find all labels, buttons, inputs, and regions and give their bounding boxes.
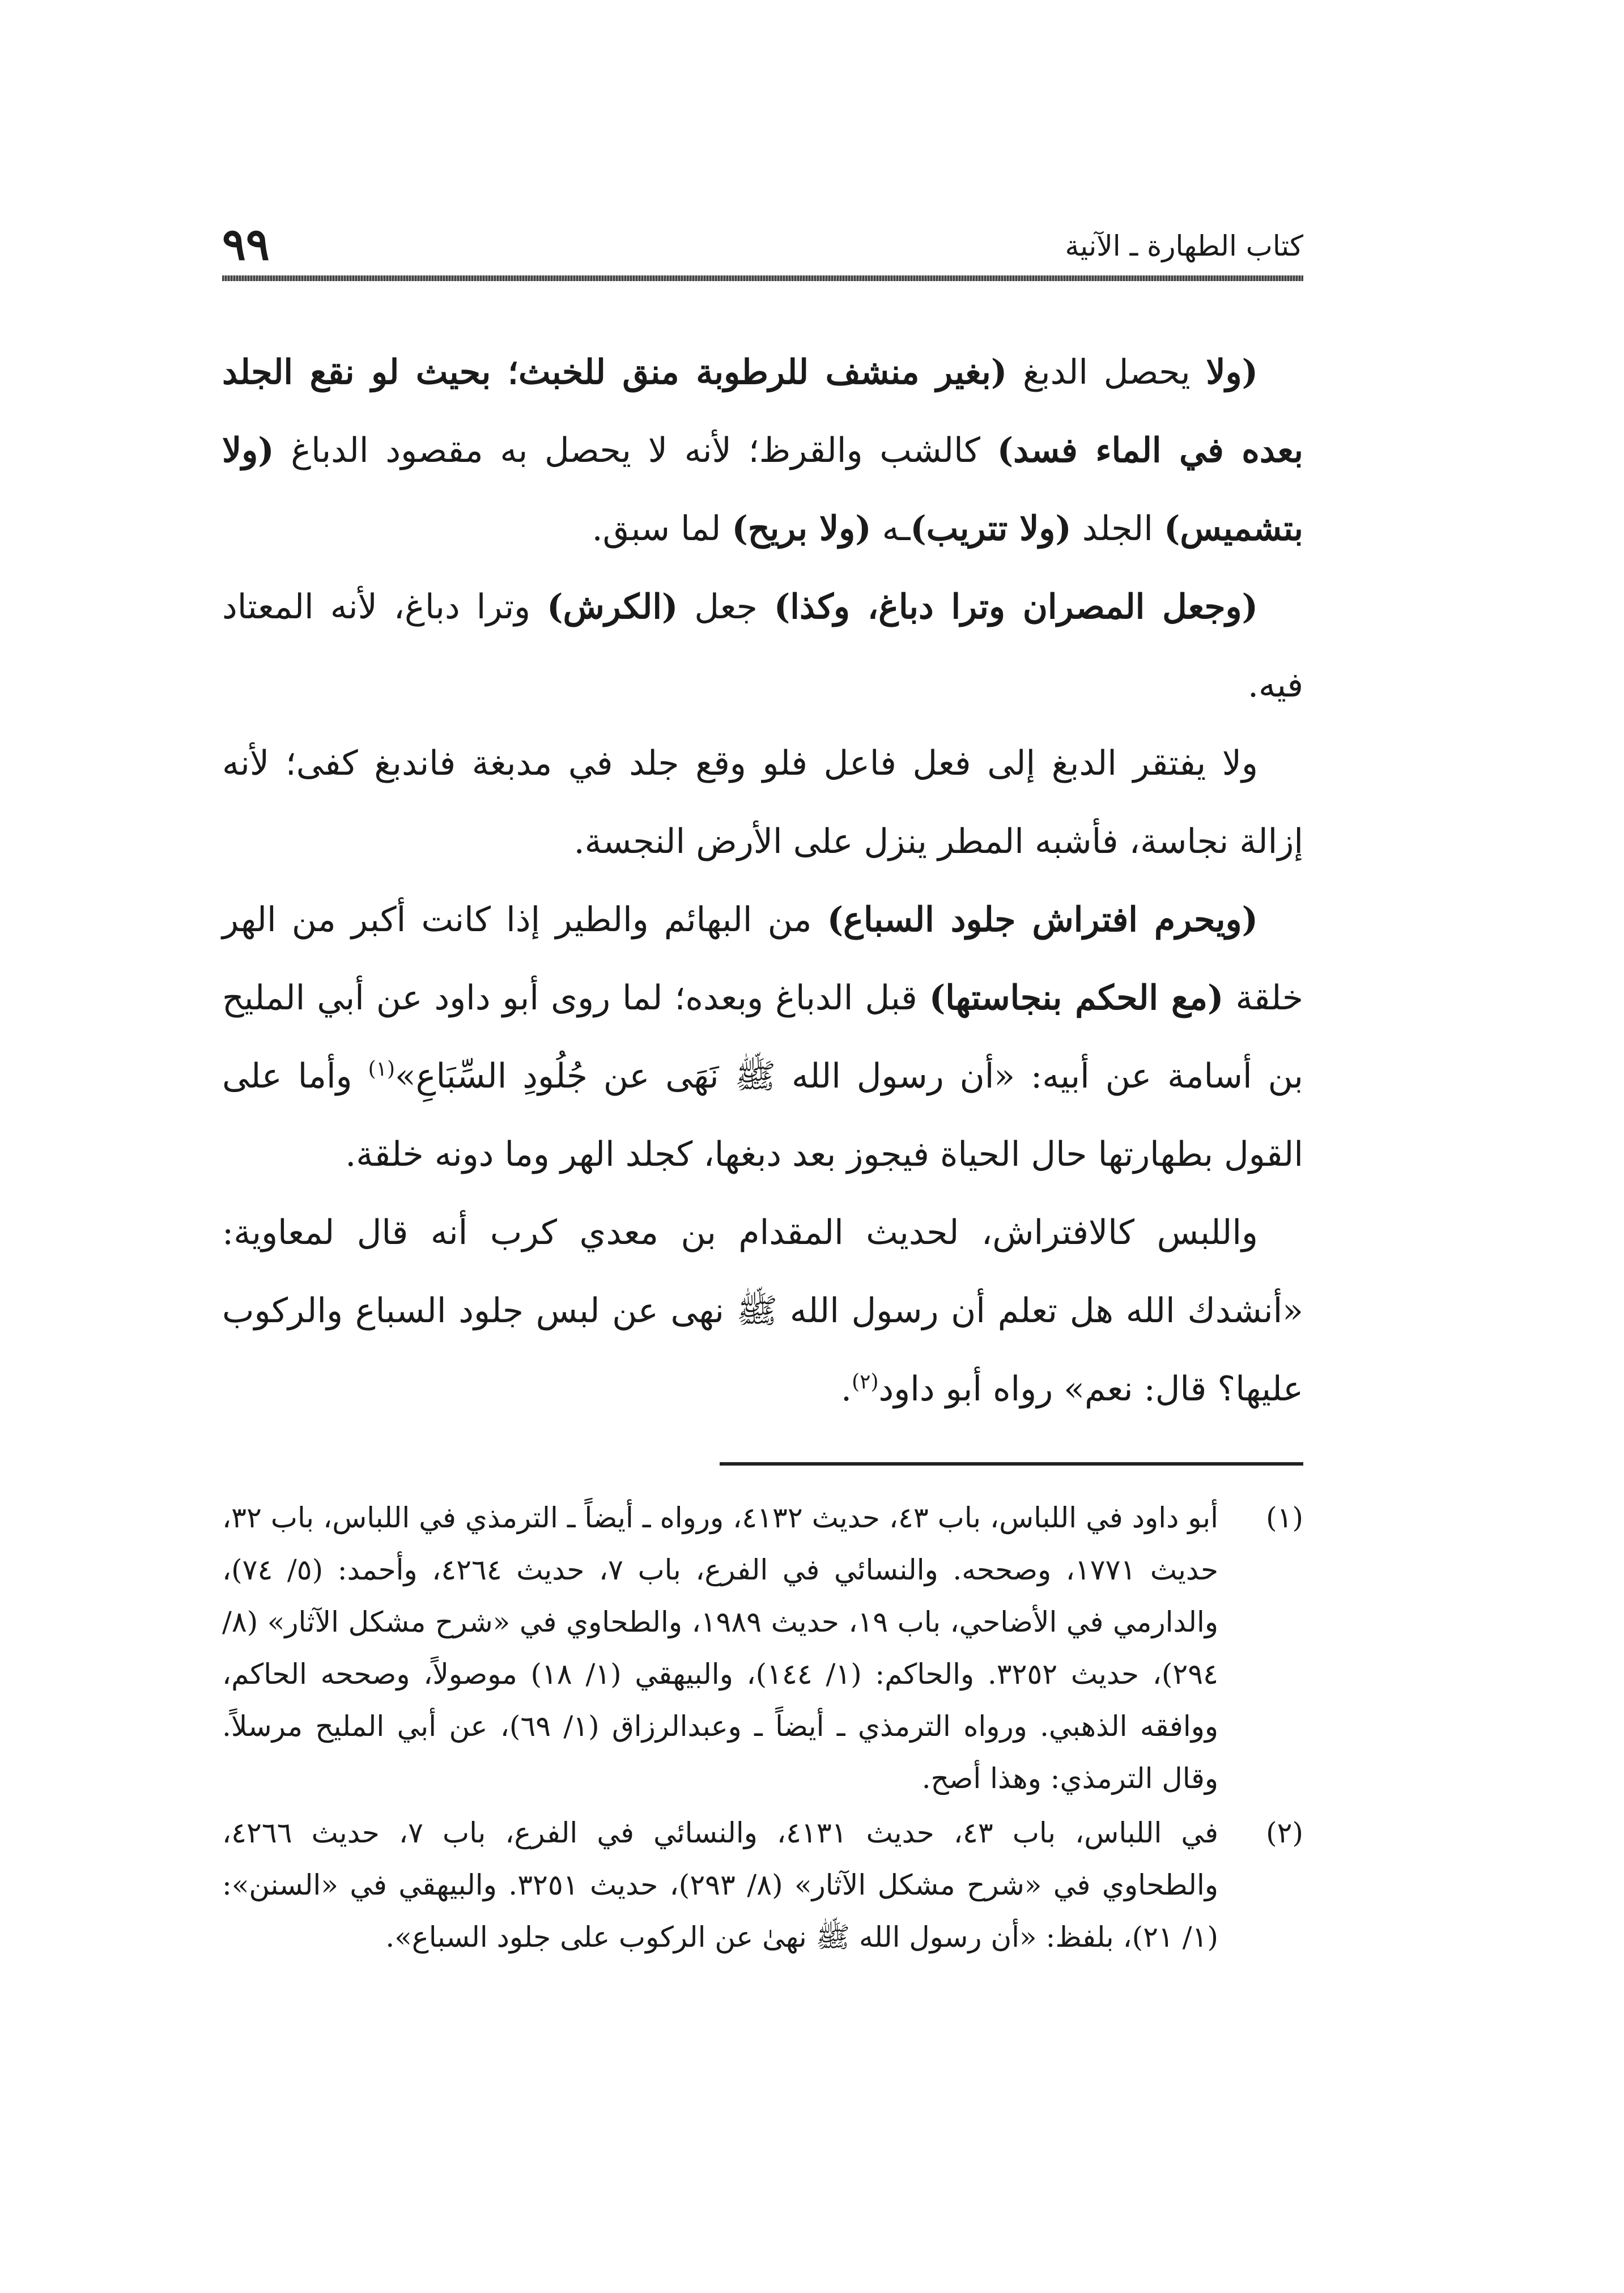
header-rule bbox=[222, 275, 1303, 281]
sharh-text: لما سبق. bbox=[592, 509, 732, 549]
sharh-text: وأما على القول بطهارتها حال الحياة فيجوز بعد دبغها، كجلد الهر وما دونه خلقة. bbox=[222, 1056, 1303, 1174]
paragraph-5 bbox=[222, 1194, 1303, 1428]
page-number: ٩٩ bbox=[222, 219, 270, 270]
matn-text: (ولا بريح) bbox=[732, 509, 871, 549]
paragraph-2 bbox=[222, 568, 1303, 724]
paragraph-1 bbox=[222, 333, 1303, 568]
footnote-ref[interactable]: (٢) bbox=[852, 1370, 879, 1394]
matn-text: (مع الحكم بنجاستها) bbox=[929, 978, 1224, 1018]
main-text bbox=[222, 333, 1303, 1428]
sharh-text: . bbox=[841, 1369, 852, 1409]
footnotes bbox=[222, 1492, 1303, 1965]
sharh-text: قبل الدباغ وبعده؛ لما روى أبو داود عن أبي المليح بن أسامة عن أبيه: «أن رسول الله ﷺ نَهَى عن جُلُودِ السِّبَاعِ» bbox=[222, 978, 1303, 1096]
footnote-2 bbox=[222, 1807, 1303, 1963]
paragraph-4 bbox=[222, 881, 1303, 1194]
footnote-text: في اللباس، باب ٤٣، حديث ٤١٣١، والنسائي في الفرع، باب ٧، حديث ٤٢٦٦، والطحاوي في «شرح مشكل الآثار» (٨/ ٢٩٣)، حديث ٣٢٥١. والبيهقي في «السنن»: (١/ ٢١)، بلفظ: «أن رسول الله ﷺ نهىٰ عن الركوب على جلود السباع». bbox=[222, 1816, 1219, 1954]
footnote-separator bbox=[720, 1462, 1303, 1466]
sharh-text: واللبس كالافتراش، لحديث المقدام بن معدي كرب أنه قال لمعاوية: «أنشدك الله هل تعلم أن رسول الله ﷺ نهى عن لبس جلود السباع والركوب عليها؟ قال: نعم» رواه أبو داود bbox=[222, 1213, 1303, 1409]
paragraph-3: ولا يفتقر الدبغ إلى فعل فاعل فلو وقع جلد في مدبغة فاندبغ كفى؛ لأنه إزالة نجاسة، فأشبه المطر ينزل على الأرض النجسة. bbox=[222, 744, 1303, 861]
matn-text: (بغير منشف للرطوبة منق للخبث؛ بحيث لو نقع الجلد بعده في الماء فسد) bbox=[222, 353, 1303, 470]
sharh-text: الجلد bbox=[1071, 509, 1164, 549]
sharh-text: ـه bbox=[871, 509, 911, 549]
matn-text: (ولا bbox=[1206, 353, 1258, 392]
footnote-ref[interactable]: (١) bbox=[368, 1058, 396, 1081]
footnote-number: (٢) bbox=[1266, 1816, 1303, 1849]
running-title: كتاب الطهارة ـ الآنية bbox=[1065, 230, 1303, 262]
page-header bbox=[222, 219, 1303, 274]
sharh-text: من البهائم والطير إذا كانت أكبر من الهر خلقة bbox=[222, 900, 1303, 1018]
footnote-text: أبو داود في اللباس، باب ٤٣، حديث ٤١٣٢، ورواه ـ أيضاً ـ الترمذي في اللباس، باب ٣٢، حديث ١٧٧١، وصححه. والنسائي في الفرع، باب ٧، حديث ٤٢٦٤، وأحمد: (٥/ ٧٤)، والدارمي في الأضاحي، باب ١٩، حديث ١٩٨٩، والطحاوي في «شرح مشكل الآثار» (٨/ ٢٩٤)، حديث ٣٢٥٢. والحاكم: (١/ ١٤٤)، والبيهقي (١/ ١٨) موصولاً، وصححه الحاكم، ووافقه الذهبي. ورواه الترمذي ـ أيضاً ـ وعبدالرزاق (١/ ٦٩)، عن أبي المليح مرسلاً. وقال الترمذي: وهذا أصح. bbox=[222, 1501, 1219, 1795]
matn-text: (ويحرم افتراش جلود السباع) bbox=[827, 900, 1258, 940]
matn-text: (ولا تتريب) bbox=[910, 509, 1072, 549]
matn-text: (ولا بتشميس) bbox=[222, 431, 1303, 549]
sharh-text: وترا دباغ، لأنه المعتاد فيه. bbox=[222, 587, 1303, 705]
footnote-number: (١) bbox=[1266, 1501, 1303, 1534]
footnote-1 bbox=[222, 1492, 1303, 1804]
matn-text: (وجعل المصران وترا دباغ، وكذا) bbox=[773, 587, 1258, 627]
sharh-text: يحصل الدبغ bbox=[1007, 353, 1206, 392]
sharh-text: جعل bbox=[678, 587, 774, 627]
matn-text: (الكرش) bbox=[547, 587, 678, 627]
sharh-text: كالشب والقرظ؛ لأنه لا يحصل به مقصود الدباغ bbox=[274, 431, 997, 470]
